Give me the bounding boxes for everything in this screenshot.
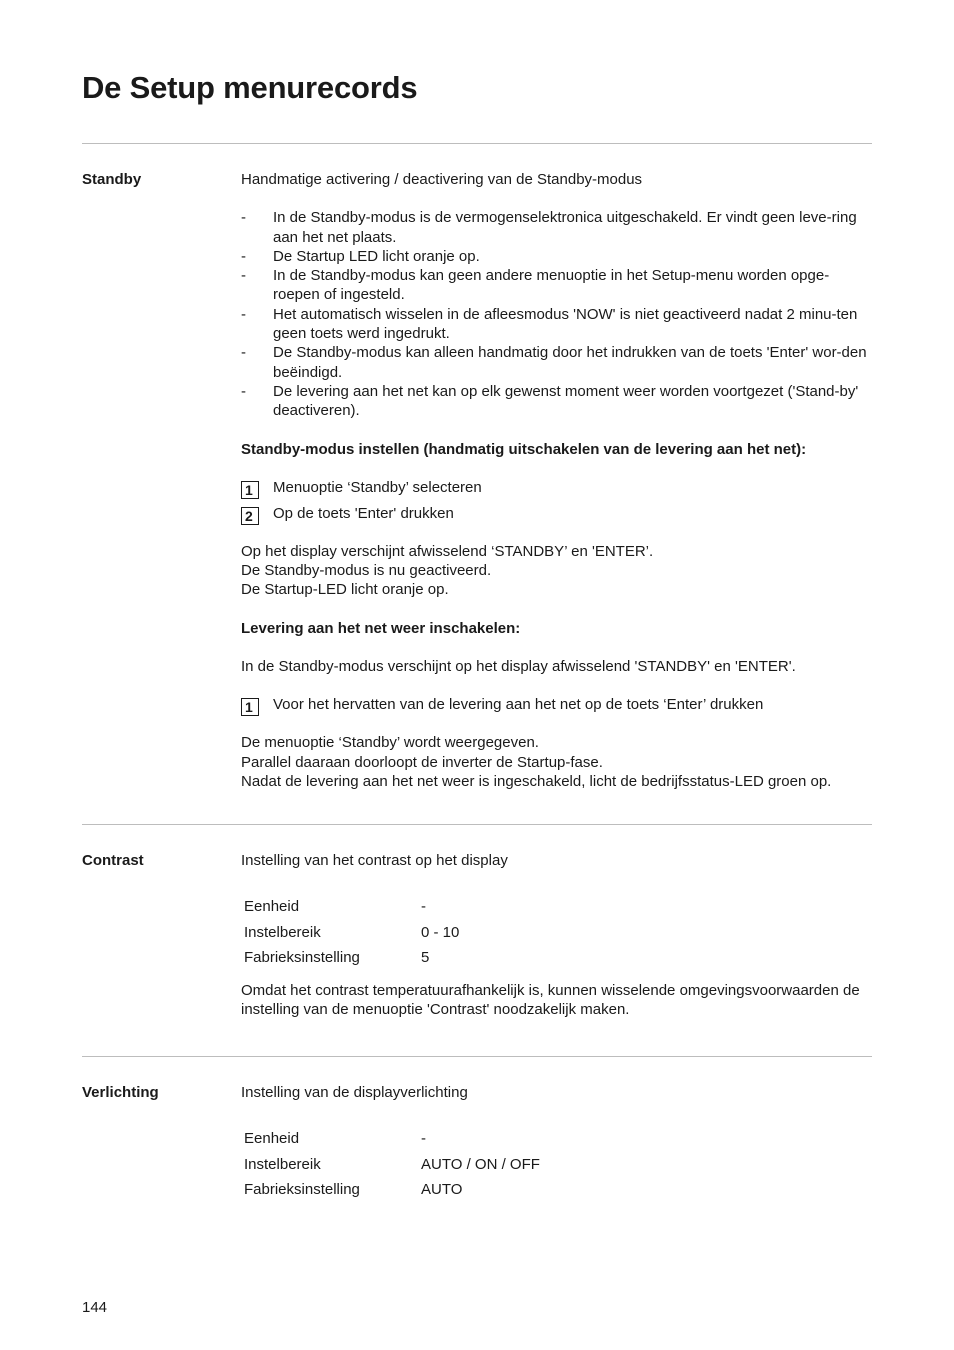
- standby-resume-heading: Levering aan het net weer inschakelen:: [241, 619, 521, 637]
- contrast-settings-table: [244, 894, 459, 971]
- table-cell-key: Fabrieksinstelling: [244, 1181, 360, 1199]
- table-cell-value: -: [421, 1130, 426, 1148]
- section-label-verlichting: Verlichting: [82, 1084, 159, 1101]
- section-divider: [82, 824, 872, 825]
- table-row: [244, 945, 459, 971]
- list-item: - De Standby-modus kan alleen handmatig door het indrukken van de toets 'Enter' wor-den beëindigd.: [241, 343, 873, 382]
- table-cell-value: 0 - 10: [421, 923, 460, 941]
- table-cell-key: Eenheid: [244, 898, 300, 916]
- table-row: [244, 1126, 540, 1152]
- step-item: [241, 504, 873, 530]
- step-text: Menuoptie ‘Standby’ selecteren: [273, 478, 482, 496]
- page-number: 144: [82, 1299, 108, 1316]
- result-line: De menuoptie ‘Standby’ wordt weergegeven.: [241, 734, 539, 752]
- list-item: - De levering aan het net kan op elk gewenst moment weer worden voortgezet ('Stand-by' deactiveren).: [241, 382, 873, 421]
- step-text: Voor het hervatten van de levering aan het net op de toets ‘Enter’ drukken: [273, 696, 764, 714]
- section-label-contrast: Contrast: [82, 852, 144, 869]
- table-row: [244, 1177, 540, 1203]
- table-row: [244, 1152, 540, 1178]
- step-text: Op de toets 'Enter' drukken: [273, 504, 454, 522]
- list-item: - In de Standby-modus kan geen andere menuoptie in het Setup-menu worden opge-roepen of ingesteld.: [241, 266, 873, 305]
- table-cell-value: 5: [421, 949, 430, 967]
- page-title: De Setup menurecords: [82, 70, 418, 105]
- verlichting-intro: Instelling van de displayverlichting: [241, 1084, 468, 1101]
- step-number-box: 1: [241, 698, 259, 716]
- step-item: [241, 695, 873, 721]
- contrast-note: Omdat het contrast temperatuurafhankelijk is, kunnen wisselende omgevingsvoorwaarden de instelling van de menuoptie 'Contrast' noodzakelijk maken.: [241, 981, 860, 1019]
- step-number-box: 1: [241, 481, 259, 499]
- verlichting-section: [241, 1083, 873, 1203]
- standby-resume-intro: In de Standby-modus verschijnt op het display afwisselend 'STANDBY' en 'ENTER'.: [241, 658, 796, 676]
- table-cell-value: AUTO: [421, 1181, 463, 1199]
- result-line: Nadat de levering aan het net weer is ingeschakeld, licht de bedrijfsstatus-LED groen op.: [241, 772, 832, 790]
- section-label-standby: Standby: [82, 171, 142, 188]
- verlichting-settings-table: [244, 1126, 540, 1203]
- result-line: Parallel daaraan doorloopt de inverter de Startup-fase.: [241, 753, 603, 771]
- table-cell-value: AUTO / ON / OFF: [421, 1155, 540, 1173]
- standby-bullet-list: [241, 208, 873, 420]
- list-item: - In de Standby-modus is de vermogenselektronica uitgeschakeld. Er vindt geen leve-ring aan het net plaats.: [241, 208, 873, 247]
- table-cell-key: Instelbereik: [244, 1155, 321, 1173]
- table-cell-key: Fabrieksinstelling: [244, 949, 360, 967]
- result-line: Op het display verschijnt afwisselend ‘STANDBY’ en 'ENTER’.: [241, 542, 654, 560]
- step-number-box: 2: [241, 507, 259, 525]
- standby-section: [241, 170, 873, 791]
- section-divider: [82, 143, 872, 144]
- contrast-intro: Instelling van het contrast op het display: [241, 852, 508, 869]
- list-item: - Het automatisch wisselen in de afleesmodus 'NOW' is niet geactiveerd nadat 2 minu-ten geen toets werd ingedrukt.: [241, 305, 873, 344]
- standby-set-heading: Standby-modus instellen (handmatig uitschakelen van de levering aan het net):: [241, 440, 807, 458]
- standby-intro: Handmatige activering / deactivering van de Standby-modus: [241, 171, 643, 188]
- table-cell-key: Eenheid: [244, 1130, 300, 1148]
- table-row: [244, 894, 459, 920]
- result-line: De Startup-LED licht oranje op.: [241, 581, 449, 599]
- table-row: [244, 920, 459, 946]
- table-cell-key: Instelbereik: [244, 923, 321, 941]
- table-cell-value: -: [421, 898, 426, 916]
- section-divider: [82, 1056, 872, 1057]
- list-item: - De Startup LED licht oranje op.: [241, 247, 873, 266]
- step-item: [241, 478, 873, 504]
- result-line: De Standby-modus is nu geactiveerd.: [241, 562, 492, 580]
- contrast-section: [241, 851, 873, 1019]
